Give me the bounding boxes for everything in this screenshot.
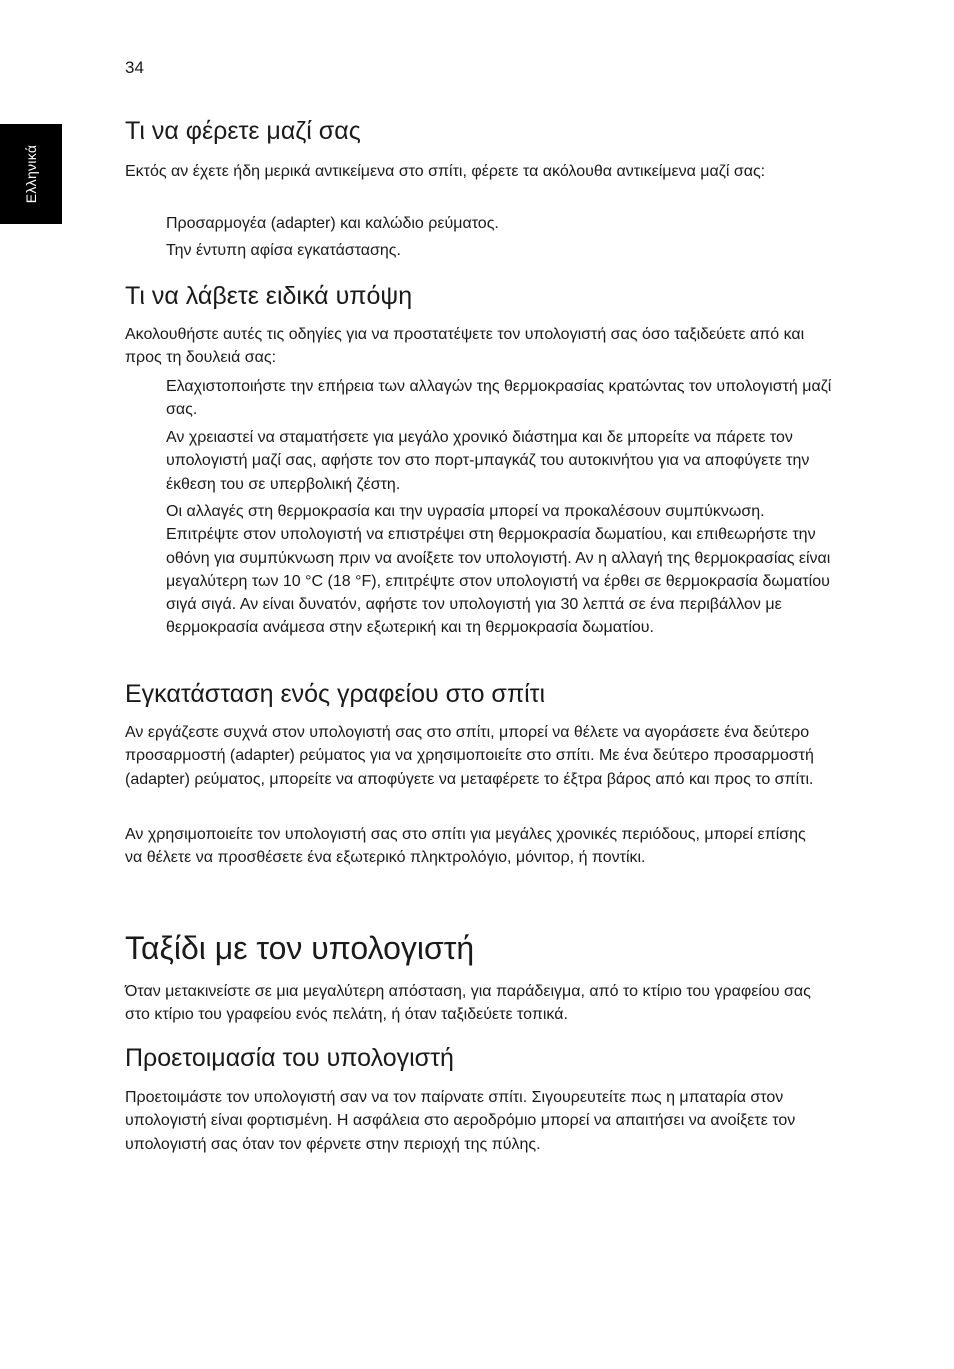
- bring-intro: Εκτός αν έχετε ήδη μερικά αντικείμενα στο σπίτι, φέρετε τα ακόλουθα αντικείμενα μαζί σας:: [125, 163, 766, 180]
- home-office-paragraph: Αν χρησιμοποιείτε τον υπολογιστή σας στο σπίτι για μεγάλες χρονικές περιόδους, μπορεί επίσης να θέλετε να προσθέσετε ένα εξωτερικό πληκτρολόγιο, μόνιτορ, ή ποντίκι.: [125, 826, 806, 867]
- home-office-paragraph: Αν εργάζεστε συχνά στον υπολογιστή σας στο σπίτι, μπορεί να θέλετε να αγοράσετε ένα δεύτερο προσαρμοστή (adapter) ρεύματος για να χρησιμοποιείτε στο σπίτι. Με ένα δεύτερο προσαρμοστή (adapter) ρεύματος, μπορείτε να αποφύγετε να μεταφέρετε το έξτρα βάρος από και προς το σπίτι.: [125, 724, 814, 788]
- considerations-intro: Ακολουθήστε αυτές τις οδηγίες για να προστατέψετε τον υπολογιστή σας όσο ταξιδεύετε από και προς τη δουλειά σας:: [125, 326, 805, 367]
- language-tab: [0, 124, 62, 224]
- title-travel-with-computer: Ταξίδι με τον υπολογιστή: [125, 930, 475, 966]
- considerations-item: Αν χρειαστεί να σταματήσετε για μεγάλο χρονικό διάστημα και δε μπορείτε να πάρετε τον υπολογιστή μαζί σας, αφήστε τον στο πορτ-μπαγκάζ του αυτοκινήτου για να αποφύγετε την έκθεση του σε υπερβολική ζέστη.: [166, 429, 810, 493]
- heading-preparing-computer: Προετοιμασία του υπολογιστή: [125, 1044, 454, 1072]
- preparing-paragraph: Προετοιμάστε τον υπολογιστή σαν να τον παίρνατε σπίτι. Σιγουρευτείτε πως η μπαταρία στον υπολογιστή είναι φορτισμένη. Η ασφάλεια στο αεροδρόμιο μπορεί να απαιτήσει να ανοίξετε τον υπολογιστή σας όταν τον φέρνετε στην περιοχή της πύλης.: [125, 1089, 796, 1153]
- considerations-item: Ελαχιστοποιήστε την επήρεια των αλλαγών της θερμοκρασίας κρατώντας τον υπολογιστή μαζί σας.: [166, 378, 832, 419]
- page-number: 34: [125, 58, 144, 77]
- heading-home-office: Εγκατάσταση ενός γραφείου στο σπίτι: [125, 680, 546, 708]
- bring-item: Προσαρμογέα (adapter) και καλώδιο ρεύματος.: [166, 215, 499, 232]
- heading-special-considerations: Τι να λάβετε ειδικά υπόψη: [125, 282, 413, 310]
- travel-intro: Όταν μετακινείστε σε μια μεγαλύτερη απόσταση, για παράδειγμα, από το κτίριο του γραφείου σας στο κτίριο του γραφείου ενός πελάτη, ή όταν ταξιδεύετε τοπικά.: [125, 983, 811, 1024]
- considerations-item: Οι αλλαγές στη θερμοκρασία και την υγρασία μπορεί να προκαλέσουν συμπύκνωση. Επιτρέψτε στον υπολογιστή να επιστρέψει στη θερμοκρασία δωματίου, και επιθεωρήστε την οθόνη για συμπύκνωση πριν να ανοίξετε τον υπολογιστή. Αν η αλλαγή της θερμοκρασίας είναι μεγαλύτερη των 10 °C (18 °F), επιτρέψτε στον υπολογιστή να έρθει σε θερμοκρασία δωματίου σιγά σιγά. Αν είναι δυνατόν, αφήστε τον υπολογιστή για 30 λεπτά σε ένα περιβάλλον με θερμοκρασία ανάμεσα στην εξωτερική και τη θερμοκρασία δωματίου.: [166, 503, 831, 637]
- bring-item: Την έντυπη αφίσα εγκατάστασης.: [166, 242, 401, 259]
- heading-what-to-bring: Τι να φέρετε μαζί σας: [125, 117, 361, 145]
- language-tab-label: Ελληνικά: [23, 144, 39, 204]
